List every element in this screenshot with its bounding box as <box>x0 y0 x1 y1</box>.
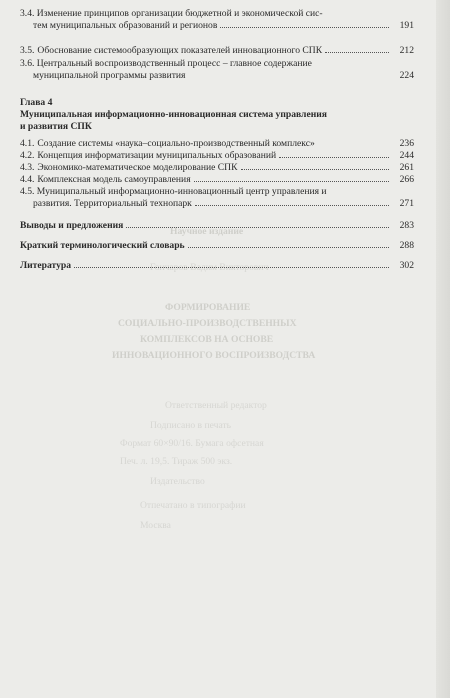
toc-entry-number: 3.6. <box>20 58 35 69</box>
toc-entry-3-6 <box>20 58 414 82</box>
toc-section-title: Выводы и предложения <box>20 220 124 231</box>
toc-page-number: 261 <box>399 162 414 173</box>
leader-dots <box>188 247 389 248</box>
toc-page-number: 266 <box>399 174 414 185</box>
toc-page-number: 236 <box>399 138 414 149</box>
toc-page-number: 288 <box>399 240 414 251</box>
toc-page-number: 212 <box>399 45 414 56</box>
toc-entry-title: Муниципальный информационно-инновационный центр управления и <box>36 186 327 197</box>
toc-entry-number: 3.5. <box>20 45 35 56</box>
toc-entry-title-continued: тем муниципальных образований и регионов <box>33 20 218 31</box>
leader-dots <box>194 181 389 182</box>
bleed-through-text: Гончаров Вадим Викторович <box>150 262 269 273</box>
bleed-through-text: СОЦИАЛЬНО-ПРОИЗВОДСТВЕННЫХ <box>118 318 297 329</box>
leader-dots <box>220 27 389 28</box>
bleed-through-text: Москва <box>140 520 171 531</box>
bleed-through-text: Формат 60×90/16. Бумага офсетная <box>120 438 264 449</box>
toc-section-conclusions <box>20 220 414 232</box>
leader-dots <box>279 157 389 158</box>
toc-section-title: Литература <box>20 260 72 271</box>
leader-dots <box>325 52 389 53</box>
toc-page-number: 283 <box>399 220 414 231</box>
toc-page-number: 224 <box>399 70 414 81</box>
bleed-through-text: Издательство <box>150 476 205 487</box>
bleed-through-text: ФОРМИРОВАНИЕ <box>165 302 251 313</box>
chapter-title-line: Муниципальная информационно-инновационная система управления <box>20 109 327 120</box>
toc-entry-number: 4.4. <box>20 174 35 185</box>
toc-page-number: 191 <box>399 20 414 31</box>
chapter-label: Глава 4 <box>20 97 53 108</box>
toc-entry-title-continued: муниципальной программы развития <box>33 70 186 81</box>
leader-space <box>318 145 389 146</box>
toc-entry-title: Комплексная модель самоуправления <box>37 174 191 185</box>
toc-entry-title: Концепция информатизации муниципальных образований <box>37 150 277 161</box>
page-edge-shadow <box>436 0 450 698</box>
leader-dots <box>126 227 389 228</box>
toc-entry-number: 4.3. <box>20 162 35 173</box>
toc-entry-4-2 <box>20 150 414 162</box>
toc-entry-3-5 <box>20 45 414 57</box>
toc-page-number: 302 <box>399 260 414 271</box>
leader-space <box>188 77 389 78</box>
toc-entry-4-3 <box>20 162 414 174</box>
bleed-through-text: Ответственный редактор <box>165 400 267 411</box>
chapter-title-line: и развития СПК <box>20 121 92 132</box>
toc-page-number: 271 <box>399 198 414 209</box>
toc-entry-title: Изменение принципов организации бюджетной и экономической сис- <box>36 8 323 19</box>
toc-entry-4-5 <box>20 186 414 210</box>
bleed-through-text: Отпечатано в типографии <box>140 500 246 511</box>
toc-page-number: 244 <box>399 150 414 161</box>
toc-entry-number: 4.2. <box>20 150 35 161</box>
toc-entry-number: 4.1. <box>20 138 35 149</box>
toc-entry-title-continued: развития. Территориальный технопарк <box>33 198 192 209</box>
toc-entry-4-4 <box>20 174 414 186</box>
toc-entry-title: Центральный воспроизводственный процесс – главное содержание <box>36 58 312 69</box>
bleed-through-text: КОМПЛЕКСОВ НА ОСНОВЕ <box>140 334 274 345</box>
bleed-through-text: Печ. л. 19,5. Тираж 500 экз. <box>120 456 233 467</box>
bleed-through-text: Подписано в печать <box>150 420 232 431</box>
toc-entry-title: Экономико-математическое моделирование СПК <box>37 162 238 173</box>
leader-dots <box>241 169 389 170</box>
bleed-through-text: Научное издание <box>170 226 244 237</box>
toc-entry-number: 4.5. <box>20 186 35 197</box>
leader-dots <box>74 267 389 268</box>
toc-entry-title: Создание системы «наука–социально-производственный комплекс» <box>37 138 315 149</box>
toc-section-title: Краткий терминологический словарь <box>20 240 185 251</box>
toc-entry-4-1 <box>20 138 414 150</box>
bleed-through-text: ИННОВАЦИОННОГО ВОСПРОИЗВОДСТВА <box>112 350 316 361</box>
toc-entry-number: 3.4. <box>20 8 35 19</box>
toc-section-glossary <box>20 240 414 252</box>
toc-entry-title: Обоснование системообразующих показателей инновационного СПК <box>37 45 323 56</box>
toc-entry-3-4 <box>20 8 414 32</box>
toc-section-literature <box>20 260 414 272</box>
leader-dots <box>195 205 389 206</box>
